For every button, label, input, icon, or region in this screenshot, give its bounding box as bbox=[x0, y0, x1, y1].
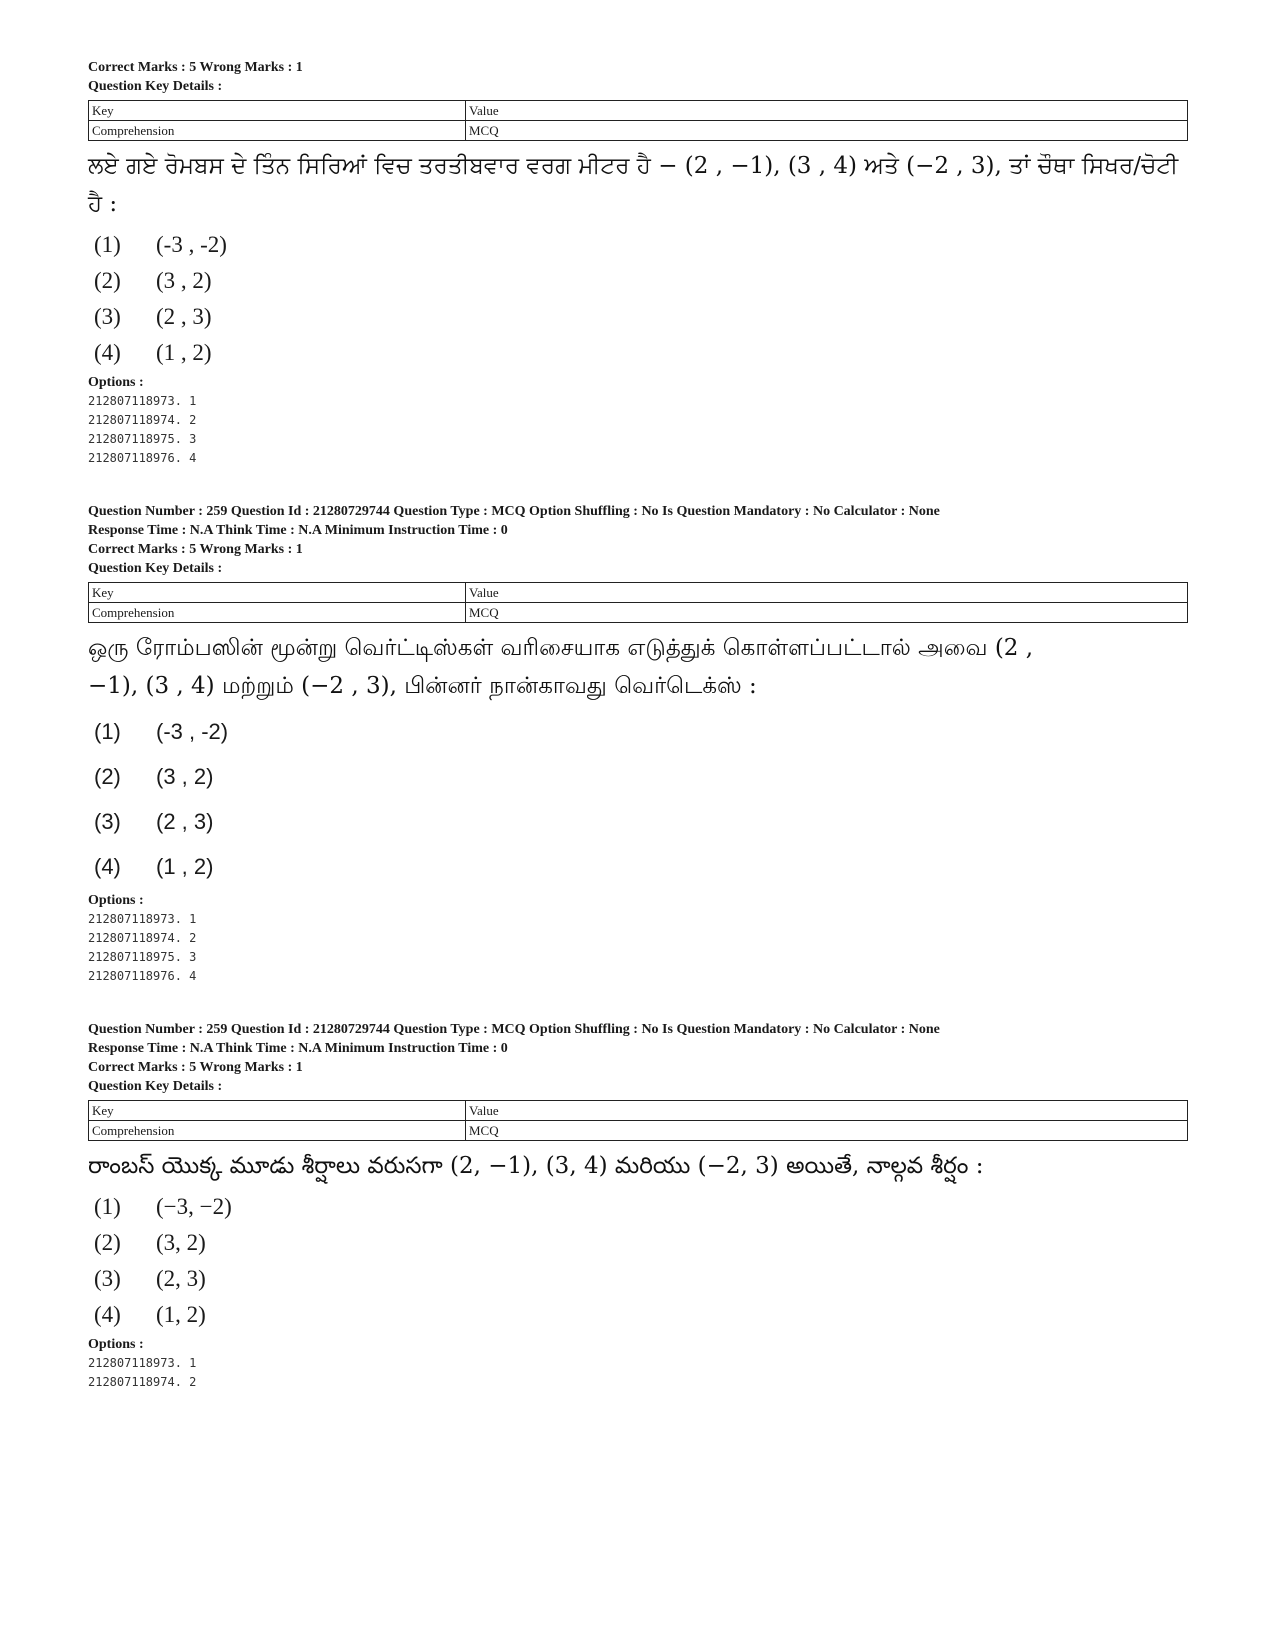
option-text: (1 , 2) bbox=[156, 340, 212, 365]
document-page bbox=[88, 58, 1188, 1416]
option-number: (1) bbox=[94, 719, 121, 744]
option-number: (2) bbox=[94, 1230, 121, 1255]
option-text: (2 , 3) bbox=[156, 809, 214, 834]
option-number: (3) bbox=[94, 1266, 121, 1291]
question-block-tamil bbox=[88, 502, 1188, 986]
value-header: Value bbox=[466, 1101, 1188, 1121]
key-cell: Comprehension bbox=[89, 603, 466, 623]
answer-option bbox=[88, 1225, 1188, 1261]
value-cell: MCQ bbox=[466, 1121, 1188, 1141]
question-header-line: Question Number : 259 Question Id : 21280729744 Question Type : MCQ Option Shuffling : No Is Question Mandatory : No Calculator : None bbox=[88, 504, 940, 519]
option-number: (4) bbox=[94, 854, 121, 879]
option-id: 212807118976. 4 bbox=[88, 969, 197, 983]
question-text: ஒரு ரோம்பஸின் மூன்று வெர்ட்டிஸ்கள் வரிசையாக எடுத்துக் கொள்ளப்பட்டால் அவை (2 , −1), (3 , 4) மற்றும் (−2 , 3), பின்னர் நான்காவது வெர்டெக்ஸ் : bbox=[88, 635, 1034, 699]
options-label: Options : bbox=[88, 375, 144, 390]
value-header: Value bbox=[466, 583, 1188, 603]
value-header: Value bbox=[466, 101, 1188, 121]
question-text: రాంబస్ యొక్క మూడు శీర్షాలు వరుసగా (2, −1), (3, 4) మరియు (−2, 3) అయితే, నాల్గవ శీర్షం : bbox=[88, 1153, 984, 1179]
question-block-telugu bbox=[88, 1020, 1188, 1392]
option-text: (2 , 3) bbox=[156, 304, 212, 329]
option-id: 212807118975. 3 bbox=[88, 432, 197, 446]
answer-option bbox=[88, 1189, 1188, 1225]
option-id: 212807118975. 3 bbox=[88, 950, 197, 964]
answer-option bbox=[88, 754, 1188, 799]
question-block-punjabi bbox=[88, 58, 1188, 468]
options-label: Options : bbox=[88, 893, 144, 908]
options-label: Options : bbox=[88, 1337, 144, 1352]
question-text: ਲਏ ਗਏ ਰੋਮਬਸ ਦੇ ਤਿੰਨ ਸਿਰਿਆਂ ਵਿਚ ਤਰਤੀਬਵਾਰ ਵਰਗ ਮੀਟਰ ਹੈ − (2 , −1), (3 , 4) ਅਤੇ (−2 , 3), ਤਾਂ ਚੌਥਾ ਸਿਖਰ/ਚੋਟੀ ਹੈ : bbox=[88, 153, 1179, 217]
option-text: (1 , 2) bbox=[156, 854, 214, 879]
option-text: (-3 , -2) bbox=[156, 719, 229, 744]
value-cell: MCQ bbox=[466, 603, 1188, 623]
answer-options bbox=[88, 227, 1188, 371]
option-id-list bbox=[88, 392, 1188, 468]
marks-line: Correct Marks : 5 Wrong Marks : 1 bbox=[88, 60, 303, 75]
option-text: (1, 2) bbox=[156, 1302, 206, 1327]
answer-option bbox=[88, 709, 1188, 754]
option-text: (3 , 2) bbox=[156, 764, 214, 789]
option-text: (3 , 2) bbox=[156, 268, 212, 293]
key-header: Key bbox=[89, 583, 466, 603]
option-id: 212807118973. 1 bbox=[88, 394, 197, 408]
option-number: (4) bbox=[94, 340, 121, 365]
answer-option bbox=[88, 263, 1188, 299]
option-id-list bbox=[88, 1354, 1188, 1392]
answer-options bbox=[88, 709, 1188, 889]
key-details-label: Question Key Details : bbox=[88, 1079, 223, 1094]
question-header-line: Response Time : N.A Think Time : N.A Minimum Instruction Time : 0 bbox=[88, 1041, 508, 1056]
option-number: (1) bbox=[94, 1194, 121, 1219]
option-number: (1) bbox=[94, 232, 121, 257]
answer-option bbox=[88, 844, 1188, 889]
option-text: (−3, −2) bbox=[156, 1194, 232, 1219]
key-details-label: Question Key Details : bbox=[88, 561, 223, 576]
option-text: (2, 3) bbox=[156, 1266, 206, 1291]
marks-line: Correct Marks : 5 Wrong Marks : 1 bbox=[88, 542, 303, 557]
answer-option bbox=[88, 335, 1188, 371]
answer-option bbox=[88, 299, 1188, 335]
question-header-line: Response Time : N.A Think Time : N.A Minimum Instruction Time : 0 bbox=[88, 523, 508, 538]
option-number: (2) bbox=[94, 764, 121, 789]
option-id: 212807118973. 1 bbox=[88, 1356, 197, 1370]
table-row bbox=[89, 603, 1188, 623]
answer-option bbox=[88, 1261, 1188, 1297]
answer-option bbox=[88, 227, 1188, 263]
option-id: 212807118974. 2 bbox=[88, 931, 197, 945]
option-number: (3) bbox=[94, 809, 121, 834]
key-header: Key bbox=[89, 101, 466, 121]
option-id: 212807118976. 4 bbox=[88, 451, 197, 465]
key-details-label: Question Key Details : bbox=[88, 79, 223, 94]
option-id: 212807118974. 2 bbox=[88, 413, 197, 427]
key-cell: Comprehension bbox=[89, 1121, 466, 1141]
option-number: (2) bbox=[94, 268, 121, 293]
option-text: (3, 2) bbox=[156, 1230, 206, 1255]
key-details-table bbox=[88, 100, 1188, 141]
marks-line: Correct Marks : 5 Wrong Marks : 1 bbox=[88, 1060, 303, 1075]
table-row bbox=[89, 1121, 1188, 1141]
option-id: 212807118973. 1 bbox=[88, 912, 197, 926]
question-header-line: Question Number : 259 Question Id : 21280729744 Question Type : MCQ Option Shuffling : No Is Question Mandatory : No Calculator : None bbox=[88, 1022, 940, 1037]
key-details-table bbox=[88, 1100, 1188, 1141]
table-header-row bbox=[89, 101, 1188, 121]
option-text: (-3 , -2) bbox=[156, 232, 227, 257]
answer-option bbox=[88, 799, 1188, 844]
option-id-list bbox=[88, 910, 1188, 986]
table-header-row bbox=[89, 583, 1188, 603]
answer-options bbox=[88, 1189, 1188, 1333]
table-row bbox=[89, 121, 1188, 141]
key-header: Key bbox=[89, 1101, 466, 1121]
key-details-table bbox=[88, 582, 1188, 623]
answer-option bbox=[88, 1297, 1188, 1333]
option-number: (4) bbox=[94, 1302, 121, 1327]
value-cell: MCQ bbox=[466, 121, 1188, 141]
table-header-row bbox=[89, 1101, 1188, 1121]
option-id: 212807118974. 2 bbox=[88, 1375, 197, 1389]
key-cell: Comprehension bbox=[89, 121, 466, 141]
option-number: (3) bbox=[94, 304, 121, 329]
